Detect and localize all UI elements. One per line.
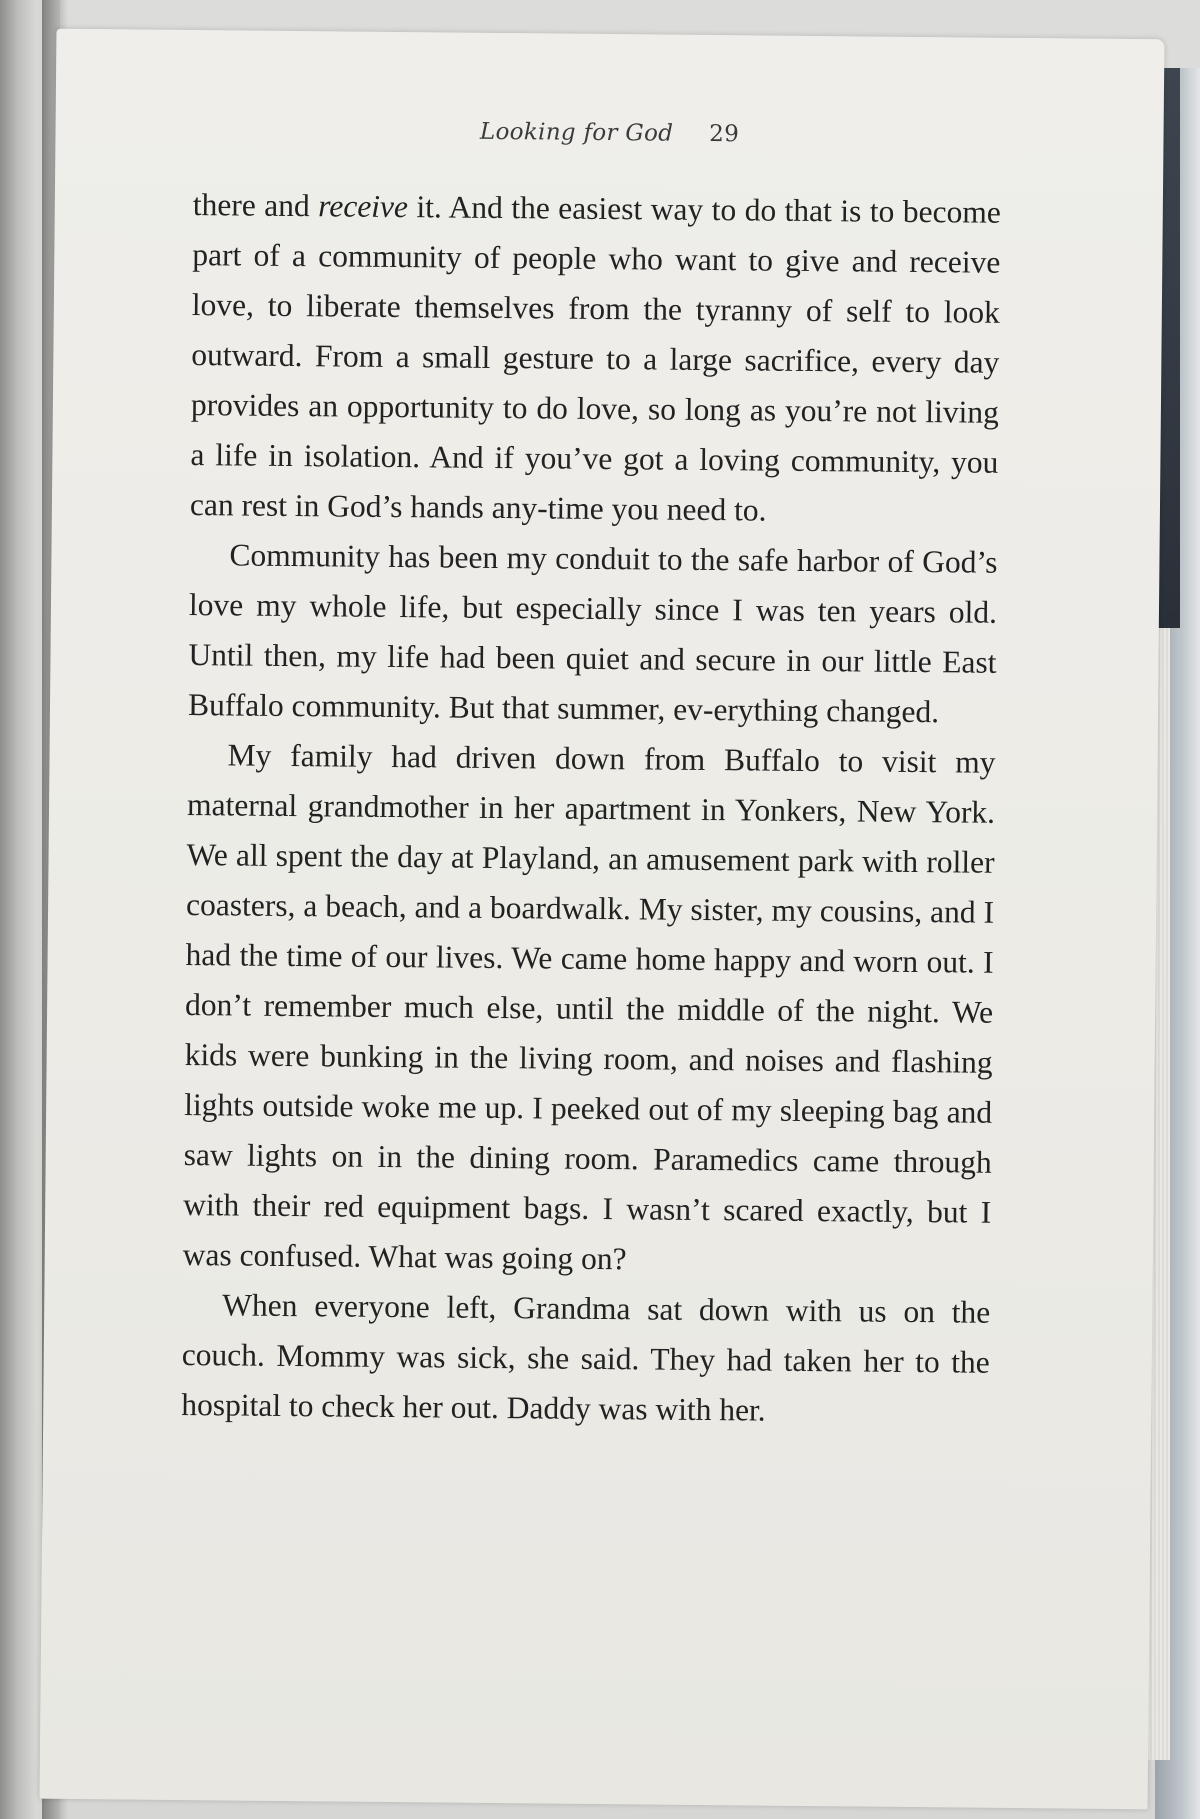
page-number: 29 [709, 120, 740, 148]
paragraph-3: My family had driven down from Buffalo to visit my maternal grandmother in her apartment in Yonkers, New York. We all spent the day at Playland, an amusement park with roller coasters, a beach, and a boardwalk. My sister, my cousins, and I had the time of our lives. We came home happy and worn out. I don’t remember much else, until the middle of the night. We kids were bunking in the living room, and noises and flashing lights outside woke me up. I peeked out of my sleeping bag and saw lights on in the dining room. Paramedics came through with their red equipment bags. I wasn’t scared exactly, but I was confused. What was going on? [182, 737, 996, 1277]
paragraph-2: Community has been my conduit to the safe harbor of God’s love my whole life, but especially since I was ten years old. Until then, my life had been quiet and secure in our little East Buffalo community. But that summer, ev-erything changed. [187, 537, 998, 730]
paragraph-1-rest: it. And the easiest way to do that is to become part of a community of people who want to give and receive love, to liberate themselves from the tyranny of self to look outward. From a small gesture to a large sacrifice, every day provides an opportunity to do love, so long as you’re not living a life in isolation. And if you’ve got a loving community, you can rest in God’s hands any-time you need to. [189, 189, 1001, 528]
running-head [55, 115, 1163, 152]
running-head-title: Looking for God [479, 118, 674, 147]
paragraph-1 [190, 180, 1001, 538]
body-text [181, 180, 1001, 1438]
paragraph-4: When everyone left, Grandma sat down with us on the couch. Mommy was sick, she said. They had taken her to the hospital to check her out. Daddy was with her. [181, 1287, 991, 1428]
book-page [40, 29, 1165, 1810]
italic-emphasis: receive [318, 188, 409, 225]
paragraph-1-start: there and [192, 187, 319, 224]
